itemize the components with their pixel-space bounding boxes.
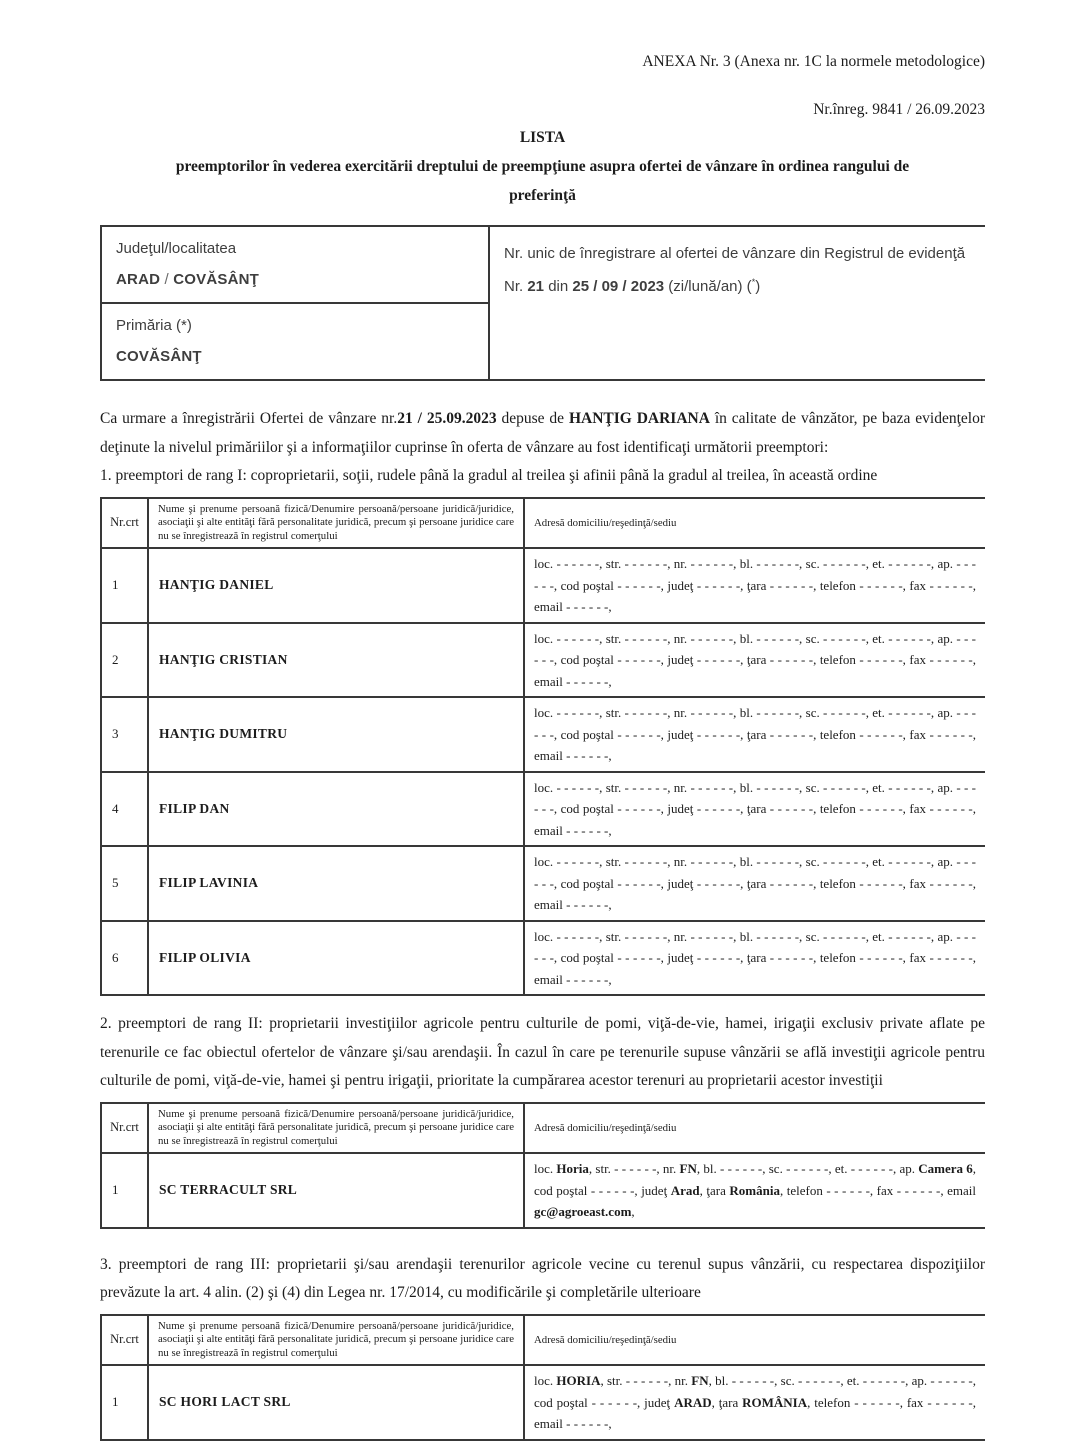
text-segment: România (729, 1182, 780, 1198)
address-cell: loc. - - - - - -, str. - - - - - -, nr. - - - - - -, bl. - - - - - -, sc. - - - - - -, et. - - - - - -, ap. - - - - - -, cod poştal - - - - - -, judeţ - - - - - -, ţara - - - - - -, telefon - - - - - -, fax - - - - - -, email - - - - - -, (524, 846, 985, 921)
text-segment: în calitate de vânzător, pe baza evidenţelor deţinute la nivelul primăriilor şi a informaţiilor cuprinse în oferta de vânzare au fost identificaţi următorii preemptori: (100, 410, 985, 456)
text-segment: HORIA (556, 1373, 601, 1388)
col-header-nr: Nr.crt (101, 498, 148, 549)
document-title: LISTA (519, 129, 566, 146)
text-segment: COVĂSÂNŢ (173, 271, 260, 288)
text-segment: , telefon - - - - - -, fax - - - - - -, email - - - - - -, (534, 1394, 976, 1431)
row-number-cell: 3 (101, 697, 148, 772)
text-segment: Camera 6 (918, 1161, 973, 1176)
row-number-cell: 1 (101, 1153, 148, 1228)
col-header-address: Adresă domiciliu/reşedinţă/sediu (524, 1315, 985, 1366)
registration-cell (489, 226, 985, 380)
document-subtitle (100, 152, 985, 210)
preemptors-rank3-table (100, 1314, 985, 1441)
text-segment: , ţara (699, 1182, 730, 1198)
col-header-name: Nume şi prenume persoană fizică/Denumire persoană/persoane juridică/juridice, asociaţii şi alte entităţi fără personalitate juridică, precum şi persoane juridice care nu se înregistrează în registrul comerţului (148, 1315, 524, 1366)
text-segment: 25 / 09 / 2023 (572, 278, 665, 295)
text-segment: , str. - - - - - -, nr. (588, 1161, 680, 1176)
col-header-nr: Nr.crt (101, 1315, 148, 1366)
registry-number-text: Nr. unic de înregistrare al ofertei de vânzare din Registrul de evidenţă (504, 245, 966, 262)
cityhall-label: Primăria (*) (116, 317, 192, 334)
col-header-nr: Nr.crt (101, 1103, 148, 1154)
text-segment: , bl. - - - - - -, sc. - - - - - -, et. - - - - - -, ap. (696, 1161, 919, 1176)
table-row (101, 548, 985, 623)
name-cell: FILIP DAN (148, 772, 524, 847)
text-segment: ROMÂNIA (742, 1394, 808, 1410)
row-number-cell: 2 (101, 623, 148, 698)
county-value (116, 270, 474, 290)
col-header-address: Adresă domiciliu/reşedinţă/sediu (524, 498, 985, 549)
name-cell: FILIP LAVINIA (148, 846, 524, 921)
registry-number-value (504, 274, 971, 300)
col-header-name: Nume şi prenume persoană fizică/Denumire persoană/persoane juridică/juridice, asociaţii şi alte entităţi fără personalitate juridică, precum şi persoane juridice care nu se înregistrează în registrul comerţului (148, 498, 524, 549)
preemptors-rank2-table (100, 1102, 985, 1229)
text-segment: ARAD (116, 271, 161, 288)
text-segment: 21 (527, 278, 545, 295)
table-header-row (101, 1315, 985, 1366)
name-cell: SC TERRACULT SRL (148, 1153, 524, 1228)
section-2-title: 2. preemptori de rang II: proprietarii investiţiilor agricole pentru culturile de pomi, viţă-de-vie, hamei, irigaţii exclusiv private aflate pe terenurile ce fac obiectul ofertelor de vânzare şi/sau arendaşii. În cazul în care pe terenurile supuse vânzării se află investiţii agricole pentru culturile de pomi, viţă-de-vie, hamei şi pentru irigaţii, prioritate la cumpărarea acestor terenuri au proprietarii acestor investiţii (100, 1015, 985, 1089)
table-row (101, 846, 985, 921)
text-segment: loc. (534, 1161, 557, 1176)
name-cell: FILIP OLIVIA (148, 921, 524, 996)
cityhall-cell (101, 303, 489, 380)
county-row (101, 226, 985, 303)
section-1-title: 1. preemptori de rang I: coproprietarii, soţii, rudele până la gradul al treilea şi afinii până la gradul al treilea, în această ordine (100, 467, 878, 484)
text-segment: din (544, 278, 573, 295)
text-segment: ARAD (674, 1394, 712, 1410)
text-segment: Arad (670, 1182, 700, 1198)
row-number-cell: 1 (101, 548, 148, 623)
col-header-name: Nume şi prenume persoană fizică/Denumire persoană/persoane juridică/juridice, asociaţii şi alte entităţi fără personalitate juridică, precum şi persoane juridice care nu se înregistrează în registrul comerţului (148, 1103, 524, 1154)
registration-number-line: Nr.înreg. 9841 / 26.09.2023 (813, 101, 985, 118)
document-subtitle-line1: preemptorilor în vederea exercitării dreptului de preempţiune asupra ofertei de vânzare în ordinea rangului de (175, 158, 910, 175)
table-row (101, 1153, 985, 1228)
name-cell: SC HORI LACT SRL (148, 1365, 524, 1440)
row-number-cell: 1 (101, 1365, 148, 1440)
table-row (101, 623, 985, 698)
table-row (101, 697, 985, 772)
county-info-table (100, 225, 985, 381)
name-cell: HANŢIG DUMITRU (148, 697, 524, 772)
text-segment: , telefon - - - - - -, fax - - - - - -, email (779, 1182, 976, 1198)
text-segment: Ca urmare a înregistrării Ofertei de vânzare nr. (100, 410, 398, 427)
address-cell (524, 1153, 985, 1228)
table-header-row (101, 1103, 985, 1154)
address-cell: loc. - - - - - -, str. - - - - - -, nr. - - - - - -, bl. - - - - - -, sc. - - - - - -, et. - - - - - -, ap. - - - - - -, cod poştal - - - - - -, judeţ - - - - - -, ţara - - - - - -, telefon - - - - - -, fax - - - - - -, email - - - - - -, (524, 623, 985, 698)
name-cell: HANŢIG CRISTIAN (148, 623, 524, 698)
county-cell (101, 226, 489, 303)
address-cell (524, 1365, 985, 1440)
address-cell: loc. - - - - - -, str. - - - - - -, nr. - - - - - -, bl. - - - - - -, sc. - - - - - -, et. - - - - - -, ap. - - - - - -, cod poştal - - - - - -, judeţ - - - - - -, ţara - - - - - -, telefon - - - - - -, fax - - - - - -, email - - - - - -, (524, 697, 985, 772)
text-segment: loc. (534, 1373, 557, 1388)
name-cell: HANŢIG DANIEL (148, 548, 524, 623)
col-header-address: Adresă domiciliu/reşedinţă/sediu (524, 1103, 985, 1154)
text-segment: gc@agroeast.com (534, 1204, 632, 1219)
table-row (101, 772, 985, 847)
text-segment: , str. - - - - - -, nr. (600, 1373, 692, 1388)
text-segment: , (631, 1204, 635, 1219)
address-cell: loc. - - - - - -, str. - - - - - -, nr. - - - - - -, bl. - - - - - -, sc. - - - - - -, et. - - - - - -, ap. - - - - - -, cod poştal - - - - - -, judeţ - - - - - -, ţara - - - - - -, telefon - - - - - -, fax - - - - - -, email - - - - - -, (524, 772, 985, 847)
row-number-cell: 6 (101, 921, 148, 996)
text-segment: * (751, 277, 756, 287)
text-segment: FN (691, 1373, 709, 1388)
row-number-cell: 4 (101, 772, 148, 847)
text-segment: (zi/lună/an) ( (664, 278, 752, 295)
address-cell: loc. - - - - - -, str. - - - - - -, nr. - - - - - -, bl. - - - - - -, sc. - - - - - -, et. - - - - - -, ap. - - - - - -, cod poştal - - - - - -, judeţ - - - - - -, ţara - - - - - -, telefon - - - - - -, fax - - - - - -, email - - - - - -, (524, 921, 985, 996)
county-label: Judeţul/localitatea (116, 240, 237, 257)
intro-paragraph (100, 405, 985, 462)
table-header-row (101, 498, 985, 549)
section-3-title: 3. preemptori de rang III: proprietarii şi/sau arendaşii terenurilor agricole vecine cu terenul supus vânzării, cu respectarea dispoziţiilor prevăzute la art. 4 alin. (2) şi (4) din Legea nr. 17/2014, cu modificările şi completările ulterioare (100, 1255, 985, 1301)
table-row (101, 921, 985, 996)
address-cell: loc. - - - - - -, str. - - - - - -, nr. - - - - - -, bl. - - - - - -, sc. - - - - - -, et. - - - - - -, ap. - - - - - -, cod poştal - - - - - -, judeţ - - - - - -, ţara - - - - - -, telefon - - - - - -, fax - - - - - -, email - - - - - -, (524, 548, 985, 623)
annex-reference-line: ANEXA Nr. 3 (Anexa nr. 1C la normele metodologice) (642, 53, 985, 70)
cityhall-value: COVĂSÂNŢ (116, 348, 202, 365)
text-segment: FN (679, 1161, 697, 1176)
text-segment: ) (755, 278, 761, 295)
document-subtitle-line2: preferinţă (509, 187, 576, 204)
text-segment: Nr. (504, 278, 528, 295)
text-segment: , cod poştal - - - - - -, judeţ (534, 1161, 976, 1198)
preemptors-rank1-table (100, 497, 985, 997)
text-segment: , ţara (711, 1394, 743, 1410)
text-segment: 21 / 25.09.2023 (397, 410, 497, 427)
text-segment: depuse de (496, 410, 569, 427)
table-row (101, 1365, 985, 1440)
text-segment: / (160, 271, 174, 288)
text-segment: Horia (556, 1161, 589, 1176)
text-segment: HANŢIG DARIANA (568, 410, 710, 427)
text-segment: , bl. - - - - - -, sc. - - - - - -, et. - - - - - -, ap. - - - - - -, cod poştal - - - - - -, judeţ (534, 1373, 976, 1410)
row-number-cell: 5 (101, 846, 148, 921)
